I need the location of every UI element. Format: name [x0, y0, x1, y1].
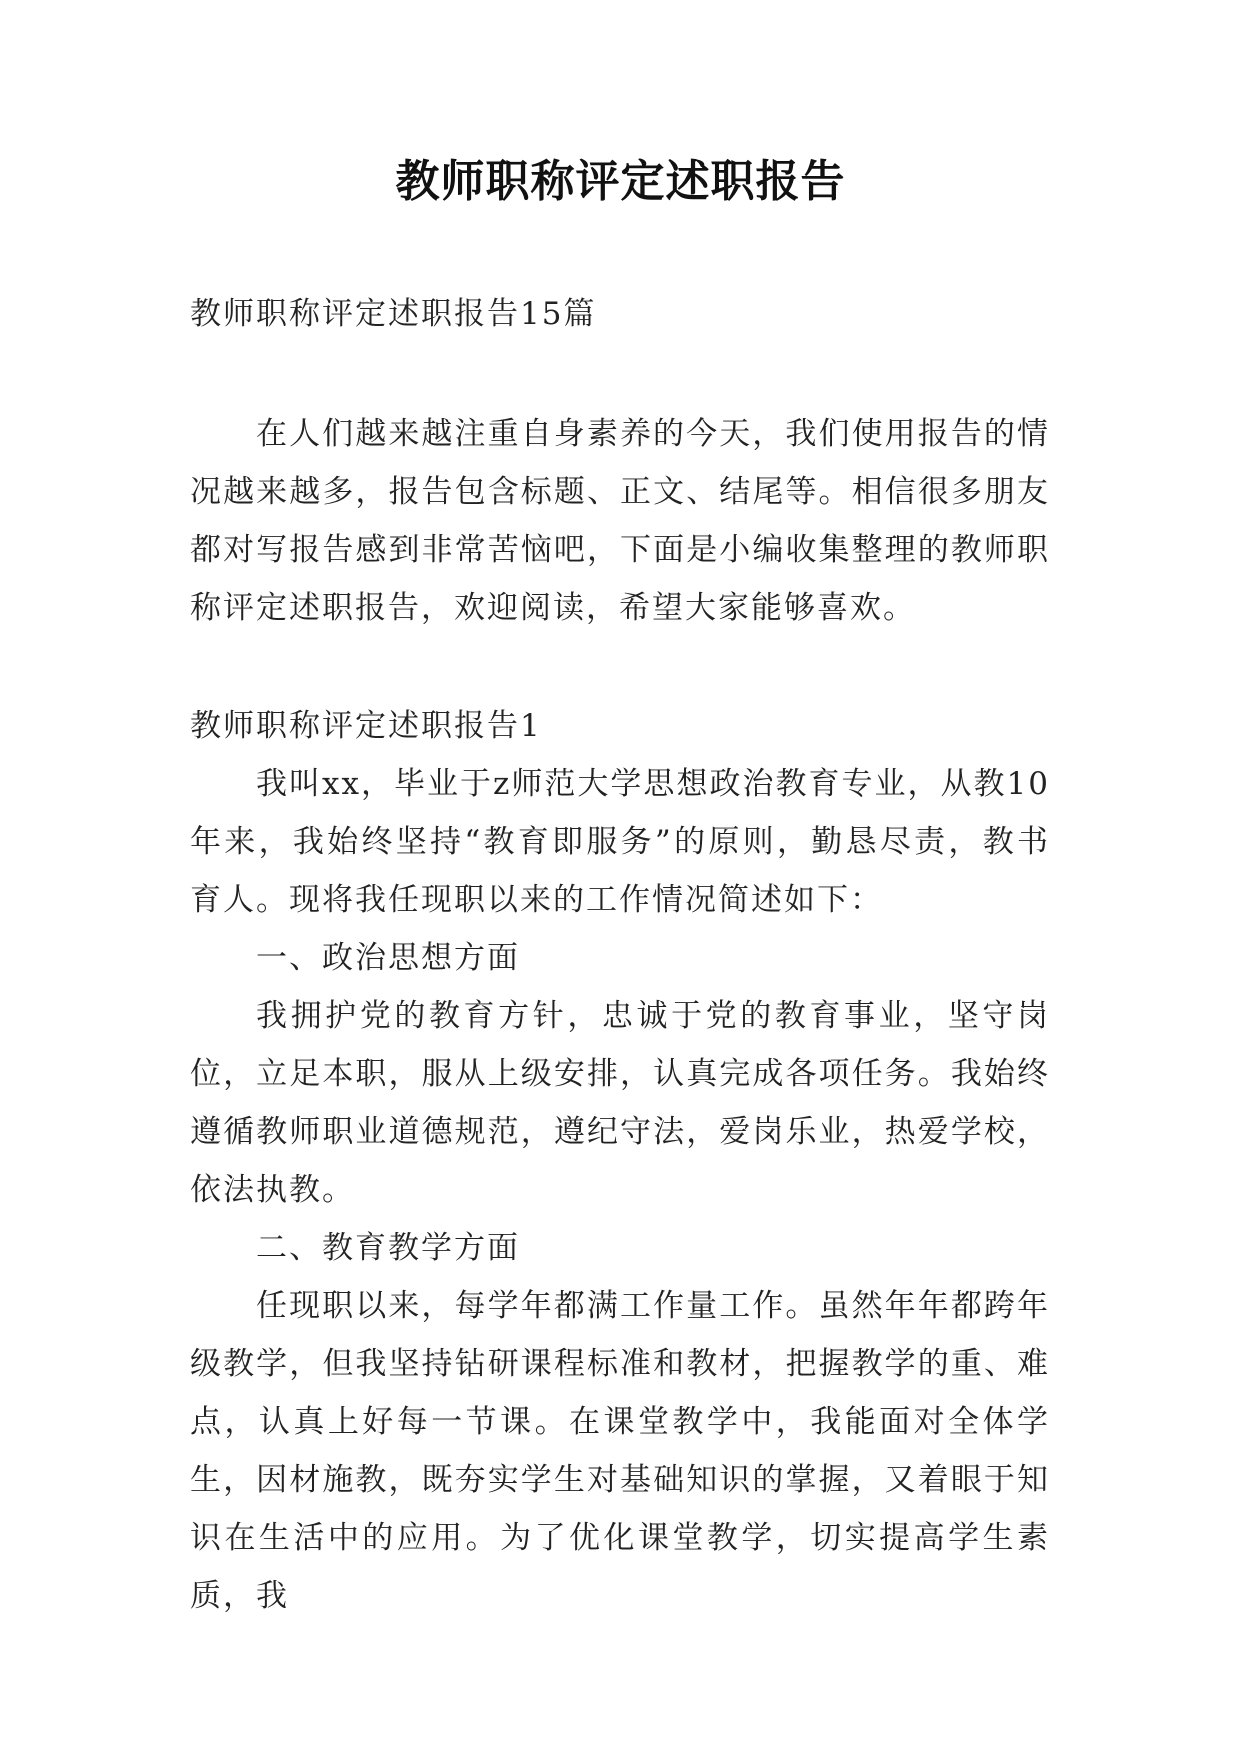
- subheading-political: 一、政治思想方面: [256, 940, 520, 976]
- section-heading: 教师职称评定述职报告1: [190, 708, 542, 744]
- subheading-teaching: 二、教育教学方面: [256, 1230, 520, 1266]
- intro-paragraph: 在人们越来越注重自身素养的今天，我们使用报告的情况越来越多，报告包含标题、正文、结尾等。相信很多朋友都对写报告感到非常苦恼吧，下面是小编收集整理的教师职称评定述职报告，欢迎阅读，希望大家能够喜欢。: [190, 416, 1050, 626]
- body-paragraphs: [190, 755, 1050, 1625]
- document-title: 教师职称评定述职报告: [395, 156, 846, 207]
- document-subtitle: 教师职称评定述职报告15篇: [190, 296, 597, 332]
- body-paragraph: 任现职以来，每学年都满工作量工作。虽然年年都跨年级教学，但我坚持钻研课程标准和教材，把握教学的重、难点，认真上好每一节课。在课堂教学中，我能面对全体学生，因材施教，既夯实学生对基础知识的掌握，又着眼于知识在生活中的应用。为了优化课堂教学，切实提高学生素质，我: [190, 1288, 1050, 1614]
- body-paragraph: 我拥护党的教育方针，忠诚于党的教育事业，坚守岗位，立足本职，服从上级安排，认真完成各项任务。我始终遵循教师职业道德规范，遵纪守法，爱岗乐业，热爱学校，依法执教。: [190, 998, 1050, 1208]
- body-paragraph: 我叫xx，毕业于z师范大学思想政治教育专业，从教10年来，我始终坚持“教育即服务”的原则，勤恳尽责，教书育人。现将我任现职以来的工作情况简述如下：: [190, 766, 1050, 918]
